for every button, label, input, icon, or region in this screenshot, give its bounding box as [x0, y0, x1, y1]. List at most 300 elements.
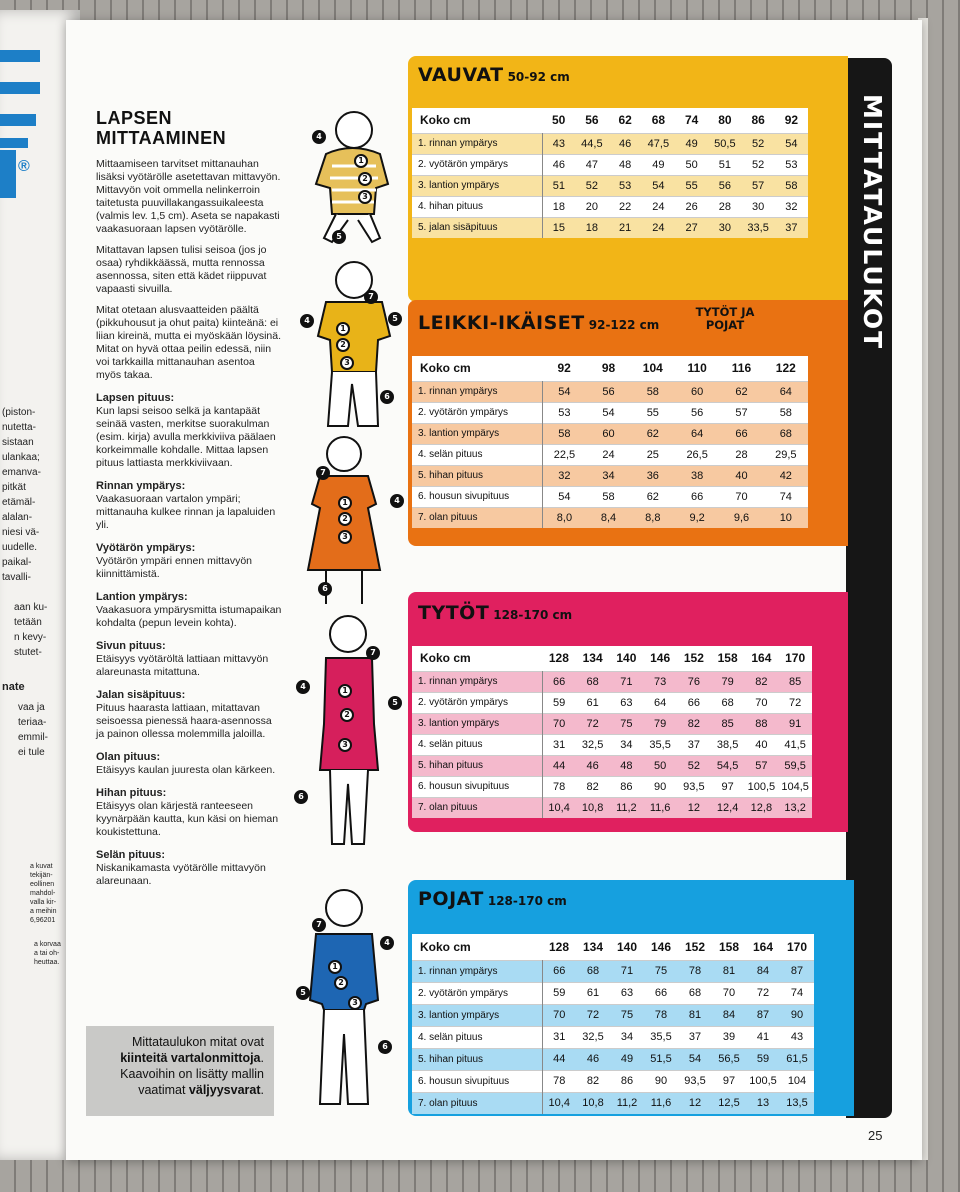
measure-value: 70: [553, 717, 566, 730]
measure-marker: 7: [364, 290, 378, 304]
measure-value: 79: [721, 675, 734, 688]
size-header: 74: [684, 113, 699, 128]
measure-value: 64: [691, 427, 704, 440]
measure-value: 73: [654, 675, 667, 688]
table-row: [412, 982, 814, 1004]
section-text: Etäisyys kaulan juuresta olan kärkeen.: [96, 764, 276, 776]
measure-value: 71: [620, 965, 634, 977]
measure-value: 75: [620, 1009, 634, 1021]
leikki-heading: LEIKKI-IKÄISET 92-122 cm: [418, 312, 660, 334]
measure-label: 4. hihan pituus: [412, 196, 542, 217]
measure-label: 6. housun sivupituus: [412, 1070, 542, 1092]
measure-value: 10: [779, 511, 792, 524]
measure-label: 3. lantion ympärys: [412, 423, 542, 444]
left-small-fragment: [30, 862, 56, 925]
section-heading: Lantion ympärys:: [96, 591, 188, 603]
measure-value: 44,5: [581, 137, 603, 150]
measure-value: 37: [687, 738, 700, 751]
section-heading: Sivun pituus:: [96, 640, 166, 652]
measure-value: 63: [620, 696, 633, 709]
measure-value: 85: [721, 717, 734, 730]
measure-value: 76: [687, 675, 700, 688]
size-header: 50: [551, 113, 566, 128]
text-line: uudelle.: [2, 542, 38, 553]
measure-value: 61: [586, 696, 599, 709]
measure-marker: 3: [358, 190, 372, 204]
measure-value: 81: [722, 965, 736, 977]
table-row: [412, 196, 808, 217]
left-text-fragment: [2, 405, 41, 585]
size-header: 92: [557, 361, 571, 376]
measure-value: 11,6: [649, 801, 671, 814]
pojat-heading: POJAT 128-170 cm: [418, 888, 567, 910]
table-row: [412, 402, 808, 423]
measure-label: 3. lantion ympärys: [412, 175, 542, 196]
size-header-label: Koko cm: [420, 113, 471, 128]
measure-label: 5. hihan pituus: [412, 465, 542, 486]
measure-value: 82: [586, 1075, 600, 1087]
measure-value: 74: [790, 987, 804, 999]
measure-value: 62: [646, 427, 659, 440]
text-line: mahdol-: [30, 890, 56, 897]
measure-marker: 1: [338, 496, 352, 510]
measure-label: 7. olan pituus: [412, 1092, 542, 1114]
measure-value: 55: [685, 179, 698, 192]
measure-value: 9,2: [689, 511, 705, 524]
measure-label: 3. lantion ympärys: [412, 1004, 542, 1026]
measure-value: 8,0: [556, 511, 573, 524]
measure-value: 52: [752, 158, 765, 171]
measure-value: 10,4: [548, 1097, 570, 1110]
section-text: Vaakasuoraan vartalon ympäri; mittanauha kulkee rinnan ja lapaluiden yli.: [96, 493, 276, 531]
section-text: Vaakasuora ympärysmitta istumapaikan kohdalta (pepun levein kohta).: [96, 604, 282, 629]
table-header-row: [412, 356, 808, 381]
size-header: 134: [582, 939, 604, 954]
measure-value: 49: [685, 137, 698, 150]
measure-value: 51,5: [650, 1053, 672, 1065]
tytot-table: [412, 646, 812, 818]
table-row: [412, 465, 808, 486]
size-header: 158: [717, 651, 738, 666]
measure-value: 55: [646, 406, 659, 419]
text-line: emanva-: [2, 467, 41, 478]
measure-value: 26: [685, 200, 698, 213]
text-line: aan ku-: [14, 602, 48, 613]
measure-value: 61: [586, 987, 600, 999]
measure-value: 26,5: [686, 448, 708, 461]
measure-value: 82: [586, 780, 599, 793]
table-row: [412, 486, 808, 507]
table-row: [412, 133, 808, 154]
measure-value: 56: [602, 385, 615, 398]
measure-value: 24: [652, 200, 665, 213]
table-row: [412, 154, 808, 175]
table-row: [412, 423, 808, 444]
measure-value: 58: [558, 427, 571, 440]
measure-marker: 6: [380, 390, 394, 404]
text-line: tavalli-: [2, 572, 31, 583]
intro-paragraph: Mittaamiseen tarvitset mittanauhan lisäksi vyötärölle asetettavan mittavyön. Mittavyön voit ommella nelinkerroin taitetusta puuvillakangassuikaleesta (valmis lev. 1,5 cm). Aseta se napakasti vaakasuoraan lapsen vyötärölle.: [96, 158, 281, 235]
left-heading-fragment: nate: [2, 681, 25, 693]
measure-value: 37: [785, 221, 798, 234]
measure-value: 86: [620, 1075, 634, 1087]
section-heading: Jalan sisäpituus:: [96, 689, 186, 701]
table-header-row: [412, 934, 814, 960]
measure-value: 38,5: [716, 738, 739, 751]
tytot-heading: TYTÖT 128-170 cm: [418, 602, 573, 624]
measure-value: 24: [602, 448, 615, 461]
note-box: Mittataulukon mitat ovat kiinteitä vartalonmittoja. Kaavoihin on lisätty mallin vaatimat väljyysvarat.: [86, 1026, 274, 1116]
size-header: 128: [548, 651, 569, 666]
section-heading: Lapsen pituus:: [96, 392, 175, 404]
size-header: 56: [585, 113, 599, 128]
measure-value: 53: [558, 406, 571, 419]
measure-value: 66: [553, 965, 566, 977]
measure-marker: 4: [300, 314, 314, 328]
measure-value: 20: [585, 200, 598, 213]
measure-value: 64: [779, 385, 792, 398]
measure-value: 21: [619, 221, 632, 234]
section-heading: Vyötärön ympärys:: [96, 542, 196, 554]
measure-marker: 6: [294, 790, 308, 804]
measure-value: 75: [654, 965, 668, 977]
size-header: 164: [752, 939, 774, 954]
text-line: pitkät: [2, 482, 26, 493]
measure-value: 58: [785, 179, 798, 192]
measure-marker: 1: [328, 960, 342, 974]
measure-value: 53: [619, 179, 632, 192]
measure-value: 54: [558, 385, 571, 398]
measure-value: 28: [735, 448, 748, 461]
measure-label: 5. jalan sisäpituus: [412, 217, 542, 238]
left-text-fragment: [18, 700, 48, 760]
measure-marker: 2: [334, 976, 348, 990]
measure-marker: 2: [336, 338, 350, 352]
measure-value: 50: [654, 759, 667, 772]
measure-marker: 4: [312, 130, 326, 144]
measure-value: 12,8: [750, 801, 773, 814]
measure-value: 78: [553, 780, 566, 793]
measure-value: 91: [789, 717, 802, 730]
measure-label: 1. rinnan ympärys: [412, 381, 542, 402]
measure-value: 70: [553, 1009, 566, 1021]
text-line: paikal-: [2, 557, 32, 568]
measure-value: 10,8: [582, 1097, 604, 1110]
measure-label: 1. rinnan ympärys: [412, 960, 542, 982]
size-header: 146: [650, 939, 672, 954]
measure-value: 66: [735, 427, 748, 440]
table-row: [412, 671, 812, 692]
size-header: 140: [616, 651, 637, 666]
measure-marker: 3: [338, 530, 352, 544]
measure-value: 71: [620, 675, 633, 688]
text-line: nutetta-: [2, 422, 36, 433]
measure-value: 54,5: [716, 759, 739, 772]
measure-label: 7. olan pituus: [412, 797, 542, 818]
text-line: valla kir-: [30, 899, 57, 906]
measure-value: 75: [620, 717, 633, 730]
measure-value: 70: [755, 696, 768, 709]
text-line: (piston-: [2, 407, 36, 418]
measure-value: 48: [619, 158, 632, 171]
table-row: [412, 713, 812, 734]
measure-value: 68: [586, 675, 599, 688]
measure-value: 81: [688, 1009, 702, 1021]
table-row: [412, 692, 812, 713]
measure-value: 68: [586, 965, 600, 977]
left-small-fragment: [34, 940, 61, 967]
size-header-label: Koko cm: [420, 939, 471, 954]
measure-value: 33,5: [747, 221, 769, 234]
measure-value: 66: [654, 987, 668, 999]
measure-label: 2. vyötärön ympärys: [412, 982, 542, 1004]
measure-label: 6. housun sivupituus: [412, 776, 542, 797]
measure-value: 104,5: [781, 780, 809, 793]
measure-value: 93,5: [683, 780, 705, 793]
measure-value: 43: [790, 1031, 804, 1043]
measure-value: 8,8: [645, 511, 661, 524]
measure-marker: 3: [340, 356, 354, 370]
size-header: 92: [784, 113, 799, 128]
size-header: 158: [718, 939, 740, 954]
table-row: [412, 381, 808, 402]
text-line: tetään: [14, 617, 42, 628]
measure-value: 59: [756, 1053, 770, 1065]
text-line: a korvaa: [34, 941, 61, 948]
measure-value: 90: [654, 780, 667, 793]
text-line: sistaan: [2, 437, 34, 448]
page-title: LAPSEN MITTAAMINEN: [96, 108, 227, 148]
measure-value: 51: [552, 179, 565, 192]
text-line: heuttaa.: [34, 959, 60, 966]
measure-value: 66: [691, 490, 704, 503]
measurement-sections: [96, 392, 282, 888]
measure-value: 12,5: [718, 1097, 740, 1110]
measure-value: 28: [718, 200, 731, 213]
measure-value: 51: [718, 158, 731, 171]
size-header: 164: [751, 651, 772, 666]
measure-value: 61,5: [786, 1053, 808, 1065]
measure-value: 88: [755, 717, 768, 730]
measure-value: 100,5: [749, 1075, 777, 1087]
size-header: 170: [786, 939, 808, 954]
measure-value: 48: [620, 759, 633, 772]
measure-label: 1. rinnan ympärys: [412, 671, 542, 692]
measure-value: 68: [688, 987, 702, 999]
measure-value: 27: [685, 221, 698, 234]
measure-value: 29,5: [775, 448, 797, 461]
measure-value: 93,5: [684, 1075, 706, 1087]
size-header-label: Koko cm: [420, 651, 471, 666]
measure-label: 3. lantion ympärys: [412, 713, 542, 734]
measure-label: 5. hihan pituus: [412, 1048, 542, 1070]
left-text-fragment: [14, 600, 47, 660]
measure-value: 11,2: [616, 801, 637, 814]
measure-value: 86: [620, 780, 633, 793]
measure-marker: 7: [316, 466, 330, 480]
measure-value: 49: [652, 158, 665, 171]
size-header: 170: [785, 651, 806, 666]
measure-value: 50,5: [714, 137, 736, 150]
measure-marker: 5: [388, 696, 402, 710]
measure-marker: 3: [338, 738, 352, 752]
measure-value: 63: [620, 987, 634, 999]
table-row: [412, 1092, 814, 1114]
measure-label: 1. rinnan ympärys: [412, 133, 542, 154]
measure-value: 38: [691, 469, 704, 482]
measure-marker: 1: [338, 684, 352, 698]
text-line: etämäl-: [2, 497, 36, 508]
measure-value: 52: [687, 759, 700, 772]
measure-label: 4. selän pituus: [412, 734, 542, 755]
measure-label: 4. selän pituus: [412, 1026, 542, 1048]
size-header: 86: [751, 113, 765, 128]
measure-value: 13,2: [784, 801, 806, 814]
measure-value: 22,5: [553, 448, 576, 461]
measure-value: 32: [785, 200, 798, 213]
side-title: MITTATAULUKOT: [858, 94, 887, 351]
measure-label: 5. hihan pituus: [412, 755, 542, 776]
measure-value: 58: [779, 406, 792, 419]
registered-mark: ®: [18, 158, 30, 175]
text-line: ei tule: [18, 747, 45, 758]
measure-value: 57: [735, 406, 748, 419]
measure-value: 54: [652, 179, 665, 192]
intro-text: [96, 158, 282, 382]
measure-value: 82: [755, 675, 768, 688]
measure-marker: 6: [318, 582, 332, 596]
measure-value: 18: [585, 221, 598, 234]
child-figures: [296, 104, 406, 1124]
measure-value: 59: [553, 987, 566, 999]
measure-value: 8,4: [600, 511, 617, 524]
measure-value: 56,5: [718, 1053, 740, 1065]
table-row: [412, 1070, 814, 1092]
table-row: [412, 217, 808, 238]
measure-value: 58: [602, 490, 615, 503]
measure-value: 34: [602, 469, 615, 482]
measure-value: 25: [646, 448, 659, 461]
measure-value: 24: [652, 221, 665, 234]
measure-marker: 2: [340, 708, 354, 722]
table-row: [412, 797, 812, 818]
measure-value: 78: [688, 965, 702, 977]
measure-value: 13,5: [786, 1097, 808, 1110]
measure-marker: 4: [380, 936, 394, 950]
leikki-table: [412, 356, 808, 528]
intro-paragraph: Mitattavan lapsen tulisi seisoa (jos jo osaa) ryhdikkäässä, mutta rennossa asennossa, siten että kädet riippuvat vapaasti sivuilla.: [96, 244, 267, 295]
measure-marker: 5: [332, 230, 346, 244]
measure-value: 72: [586, 717, 599, 730]
size-header: 116: [731, 361, 752, 376]
measure-marker: 2: [358, 172, 372, 186]
measure-value: 56: [691, 406, 704, 419]
section-text: Etäisyys olan kärjestä ranteeseen kyynärpään kautta, kun käsi on hieman koukistettuna.: [96, 800, 279, 838]
size-header: 98: [601, 361, 616, 376]
measure-value: 87: [756, 1009, 770, 1021]
table-row: [412, 1026, 814, 1048]
measure-value: 32: [558, 469, 571, 482]
measure-value: 31: [553, 738, 566, 751]
measure-value: 46: [586, 1053, 600, 1065]
measure-label: 2. vyötärön ympärys: [412, 154, 542, 175]
measure-value: 32,5: [581, 738, 604, 751]
measure-value: 52: [585, 179, 598, 192]
section-text: Vyötärön ympäri ennen mittavyön kiinnittämistä.: [96, 555, 253, 580]
measure-value: 35,5: [649, 738, 671, 751]
measure-value: 31: [553, 1031, 566, 1043]
size-header-label: Koko cm: [420, 361, 471, 376]
measure-value: 72: [756, 987, 770, 999]
measure-value: 57: [752, 179, 765, 192]
measure-marker: 1: [336, 322, 350, 336]
measure-value: 12: [687, 801, 700, 814]
measure-value: 97: [721, 780, 734, 793]
measure-marker: 4: [390, 494, 404, 508]
measure-value: 54: [785, 137, 798, 150]
pojat-table: [412, 934, 814, 1114]
measure-value: 46: [619, 137, 632, 150]
measure-value: 58: [646, 385, 659, 398]
measure-value: 40: [755, 738, 768, 751]
measure-value: 46: [586, 759, 599, 772]
measure-value: 62: [735, 385, 748, 398]
measure-value: 42: [779, 469, 792, 482]
vauvat-table: [412, 108, 808, 238]
table-row: [412, 960, 814, 982]
measure-value: 59,5: [784, 759, 806, 772]
intro-paragraph: Mitat otetaan alusvaatteiden päältä (pikkuhousut ja ohut paita) kiinteänä: ei liian kireinä, mutta ei myöskään löysinä. Mitat on hyvä ottaa peilin edessä, niin voi tarkkailla mittanauhan asentoa myös takaa.: [96, 304, 282, 381]
size-header: 110: [687, 361, 707, 376]
text-line: teriaa-: [18, 717, 47, 728]
measure-marker: 1: [354, 154, 368, 168]
measure-label: 2. vyötärön ympärys: [412, 402, 542, 423]
measure-value: 35,5: [650, 1031, 672, 1043]
section-heading: Hihan pituus:: [96, 787, 167, 799]
measure-value: 46: [552, 158, 565, 171]
measure-value: 74: [779, 490, 792, 503]
measure-value: 104: [787, 1075, 807, 1087]
measure-value: 12,4: [716, 801, 739, 814]
measure-value: 85: [789, 675, 802, 688]
size-header: 128: [548, 939, 570, 954]
measure-value: 30: [718, 221, 731, 234]
measure-value: 97: [722, 1075, 736, 1087]
measure-value: 57: [755, 759, 768, 772]
size-header: 68: [651, 113, 666, 128]
text-line: tekijän-: [30, 872, 53, 879]
measure-value: 47: [585, 158, 598, 171]
table-row: [412, 1048, 814, 1070]
measure-label: 2. vyötärön ympärys: [412, 692, 542, 713]
measure-value: 9,6: [733, 511, 750, 524]
table-header-row: [412, 108, 808, 133]
measure-value: 44: [553, 759, 566, 772]
measure-marker: 5: [296, 986, 310, 1000]
measure-value: 70: [722, 987, 736, 999]
measure-marker: 7: [312, 918, 326, 932]
measure-label: 7. olan pituus: [412, 507, 542, 528]
measure-value: 66: [553, 675, 566, 688]
measure-value: 49: [620, 1053, 634, 1065]
measure-value: 41,5: [784, 738, 806, 751]
text-line: emmil-: [18, 732, 48, 743]
text-line: n kevy-: [14, 632, 47, 643]
measure-value: 47,5: [647, 137, 670, 150]
measure-value: 84: [722, 1009, 736, 1021]
measure-value: 82: [687, 717, 700, 730]
measure-value: 15: [552, 221, 565, 234]
